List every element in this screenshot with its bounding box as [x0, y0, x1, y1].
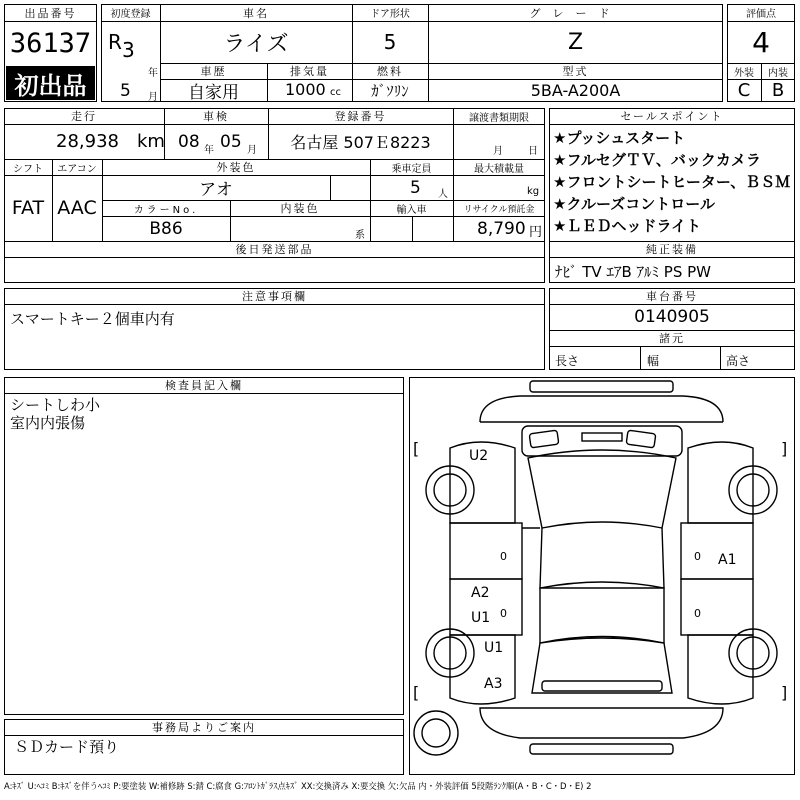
- height-label: 高さ: [726, 354, 751, 368]
- mileage-unit: km: [137, 131, 165, 152]
- recycle-unit: 円: [529, 225, 543, 240]
- inspector-label: 検査員記入欄: [165, 379, 243, 392]
- transfer-month-unit: 月: [493, 146, 503, 157]
- ac-label: エアコン: [57, 163, 97, 175]
- load-unit: kg: [527, 186, 540, 197]
- inspection-year-unit: 年: [204, 145, 214, 156]
- car-diagram-svg: [410, 378, 793, 773]
- width-label: 幅: [647, 354, 660, 368]
- damage-mark-u1-side: U1: [471, 610, 491, 626]
- doors-value: 5: [383, 30, 397, 54]
- chassis-label: 車台番号: [646, 290, 698, 303]
- svg-text:[: [: [413, 439, 420, 458]
- model-value: 5BA-A200A: [530, 81, 621, 100]
- first-reg-month: 5: [120, 81, 131, 101]
- inspection-month-unit: 月: [247, 145, 257, 156]
- equipment-label: 純正装備: [646, 243, 698, 256]
- fuel-value: ｶﾞｿﾘﾝ: [371, 82, 409, 100]
- car-diagram: [409, 377, 795, 775]
- capacity-label: 乗車定員: [391, 163, 432, 175]
- panel-mark: 0: [500, 607, 507, 620]
- sales-point-item: ★クルーズコントロール: [553, 195, 715, 213]
- first-listing-badge: 初出品: [6, 66, 95, 100]
- panel-mark: 0: [694, 550, 701, 563]
- exterior-grade: C: [737, 80, 751, 101]
- score-value: 4: [752, 25, 770, 59]
- equipment-value: ﾅﾋﾞ TV ｴｱB ｱﾙﾐ PS PW: [555, 263, 711, 281]
- era-year: 3: [122, 38, 135, 62]
- model-label: 型式: [562, 65, 589, 78]
- transfer-label: 譲渡書類期限: [469, 112, 529, 124]
- fuel-label: 燃料: [377, 65, 403, 78]
- inspector-line: 室内内張傷: [10, 414, 86, 432]
- history-value: 自家用: [188, 83, 239, 102]
- listing-number: 36137: [9, 27, 92, 59]
- panel-mark: 0: [500, 550, 507, 563]
- exterior-label: 外装: [734, 67, 754, 79]
- car-name-label: 車名: [243, 6, 269, 20]
- color-value: アオ: [199, 180, 233, 200]
- year-unit: 年: [148, 68, 158, 79]
- history-label: 車歴: [200, 65, 227, 78]
- displacement-unit: cc: [330, 87, 341, 98]
- plate-value: 名古屋 507Ｅ8223: [290, 133, 431, 152]
- listing-no-label: 出品番号: [24, 6, 77, 20]
- color-no-value: B86: [149, 218, 183, 239]
- inspection-label: 車検: [203, 110, 229, 123]
- sales-point-item: ★フルセグＴＶ、バックカメラ: [553, 151, 761, 169]
- transfer-day-unit: 日: [528, 146, 538, 157]
- svg-text:]: ]: [781, 439, 788, 458]
- capacity-unit: 人: [438, 189, 448, 200]
- office-label: 事務局よりご案内: [152, 721, 256, 734]
- load-label: 最大積載量: [474, 163, 524, 175]
- shift-value: FAT: [11, 197, 45, 219]
- length-label: 長さ: [555, 354, 580, 368]
- month-unit: 月: [148, 92, 158, 103]
- int-color-unit: 系: [355, 230, 365, 241]
- int-color-label: 内装色: [280, 202, 320, 215]
- chassis-value: 0140905: [634, 307, 710, 327]
- panel-mark: 0: [694, 607, 701, 620]
- damage-mark-u1-fender: U1: [484, 640, 504, 656]
- score-label: 評価点: [746, 9, 776, 20]
- damage-mark-a1: A1: [718, 552, 737, 568]
- damage-mark-a3: A3: [484, 676, 503, 692]
- displacement-value: 1000: [285, 80, 326, 99]
- import-label: 輸入車: [396, 204, 427, 216]
- color-label: 外装色: [216, 161, 256, 174]
- legend-text: A:ｷｽﾞ U:ﾍｺﾐ B:ｷｽﾞを伴うﾍｺﾐ P:要塗装 W:補修跡 S:錆 C:腐食 G:ﾌﾛﾝﾄｶﾞﾗｽ点ｷｽﾞ XX:交換済み X:要交換 欠:欠品 内・外装評価 5段階ﾗﾝｸ順(A・B・C・D・E) 2: [4, 781, 592, 791]
- inspector-line: シートしわ小: [10, 396, 101, 414]
- car-name: ライズ: [223, 31, 289, 57]
- office-value: ＳＤカード預り: [14, 738, 120, 756]
- capacity-value: 5: [410, 178, 421, 198]
- interior-label: 内装: [768, 67, 788, 79]
- mileage-value: 28,938: [56, 131, 119, 152]
- notes-value: スマートキー２個車内有: [10, 310, 175, 328]
- recycle-value: 8,790: [477, 219, 526, 239]
- svg-text:]: ]: [781, 683, 788, 702]
- grade-value: Z: [567, 29, 584, 55]
- era-letter: R: [108, 30, 122, 54]
- damage-mark-u2: U2: [469, 448, 489, 464]
- door-label: ドア形状: [370, 9, 410, 20]
- shift-label: シフト: [13, 163, 43, 175]
- svg-text:[: [: [413, 683, 420, 702]
- color-no-label: カラーNo.: [133, 204, 199, 216]
- interior-grade: B: [771, 80, 785, 101]
- notes-label: 注意事項欄: [242, 290, 307, 303]
- mileage-label: 走行: [71, 110, 97, 123]
- ac-value: AAC: [57, 197, 97, 219]
- sales-point-item: ★プッシュスタート: [553, 129, 686, 147]
- sales-point-item: ★フロントシートヒーター、ＢＳＭ: [553, 173, 791, 191]
- grade-label: グレード: [529, 6, 622, 20]
- first-reg-label: 初度登録: [110, 9, 151, 20]
- sales-points-label: セールスポイント: [620, 110, 724, 123]
- dimensions-label: 諸元: [659, 332, 685, 345]
- damage-mark-a2: A2: [471, 585, 490, 601]
- later-parts-label: 後日発送部品: [235, 243, 314, 256]
- displacement-label: 排気量: [290, 65, 329, 78]
- inspection-year: 08: [178, 132, 200, 152]
- sales-point-item: ★ＬＥＤヘッドライト: [553, 217, 701, 235]
- inspection-month: 05: [220, 132, 242, 152]
- plate-label: 登録番号: [334, 110, 387, 123]
- recycle-label: リサイクル預託金: [463, 204, 535, 215]
